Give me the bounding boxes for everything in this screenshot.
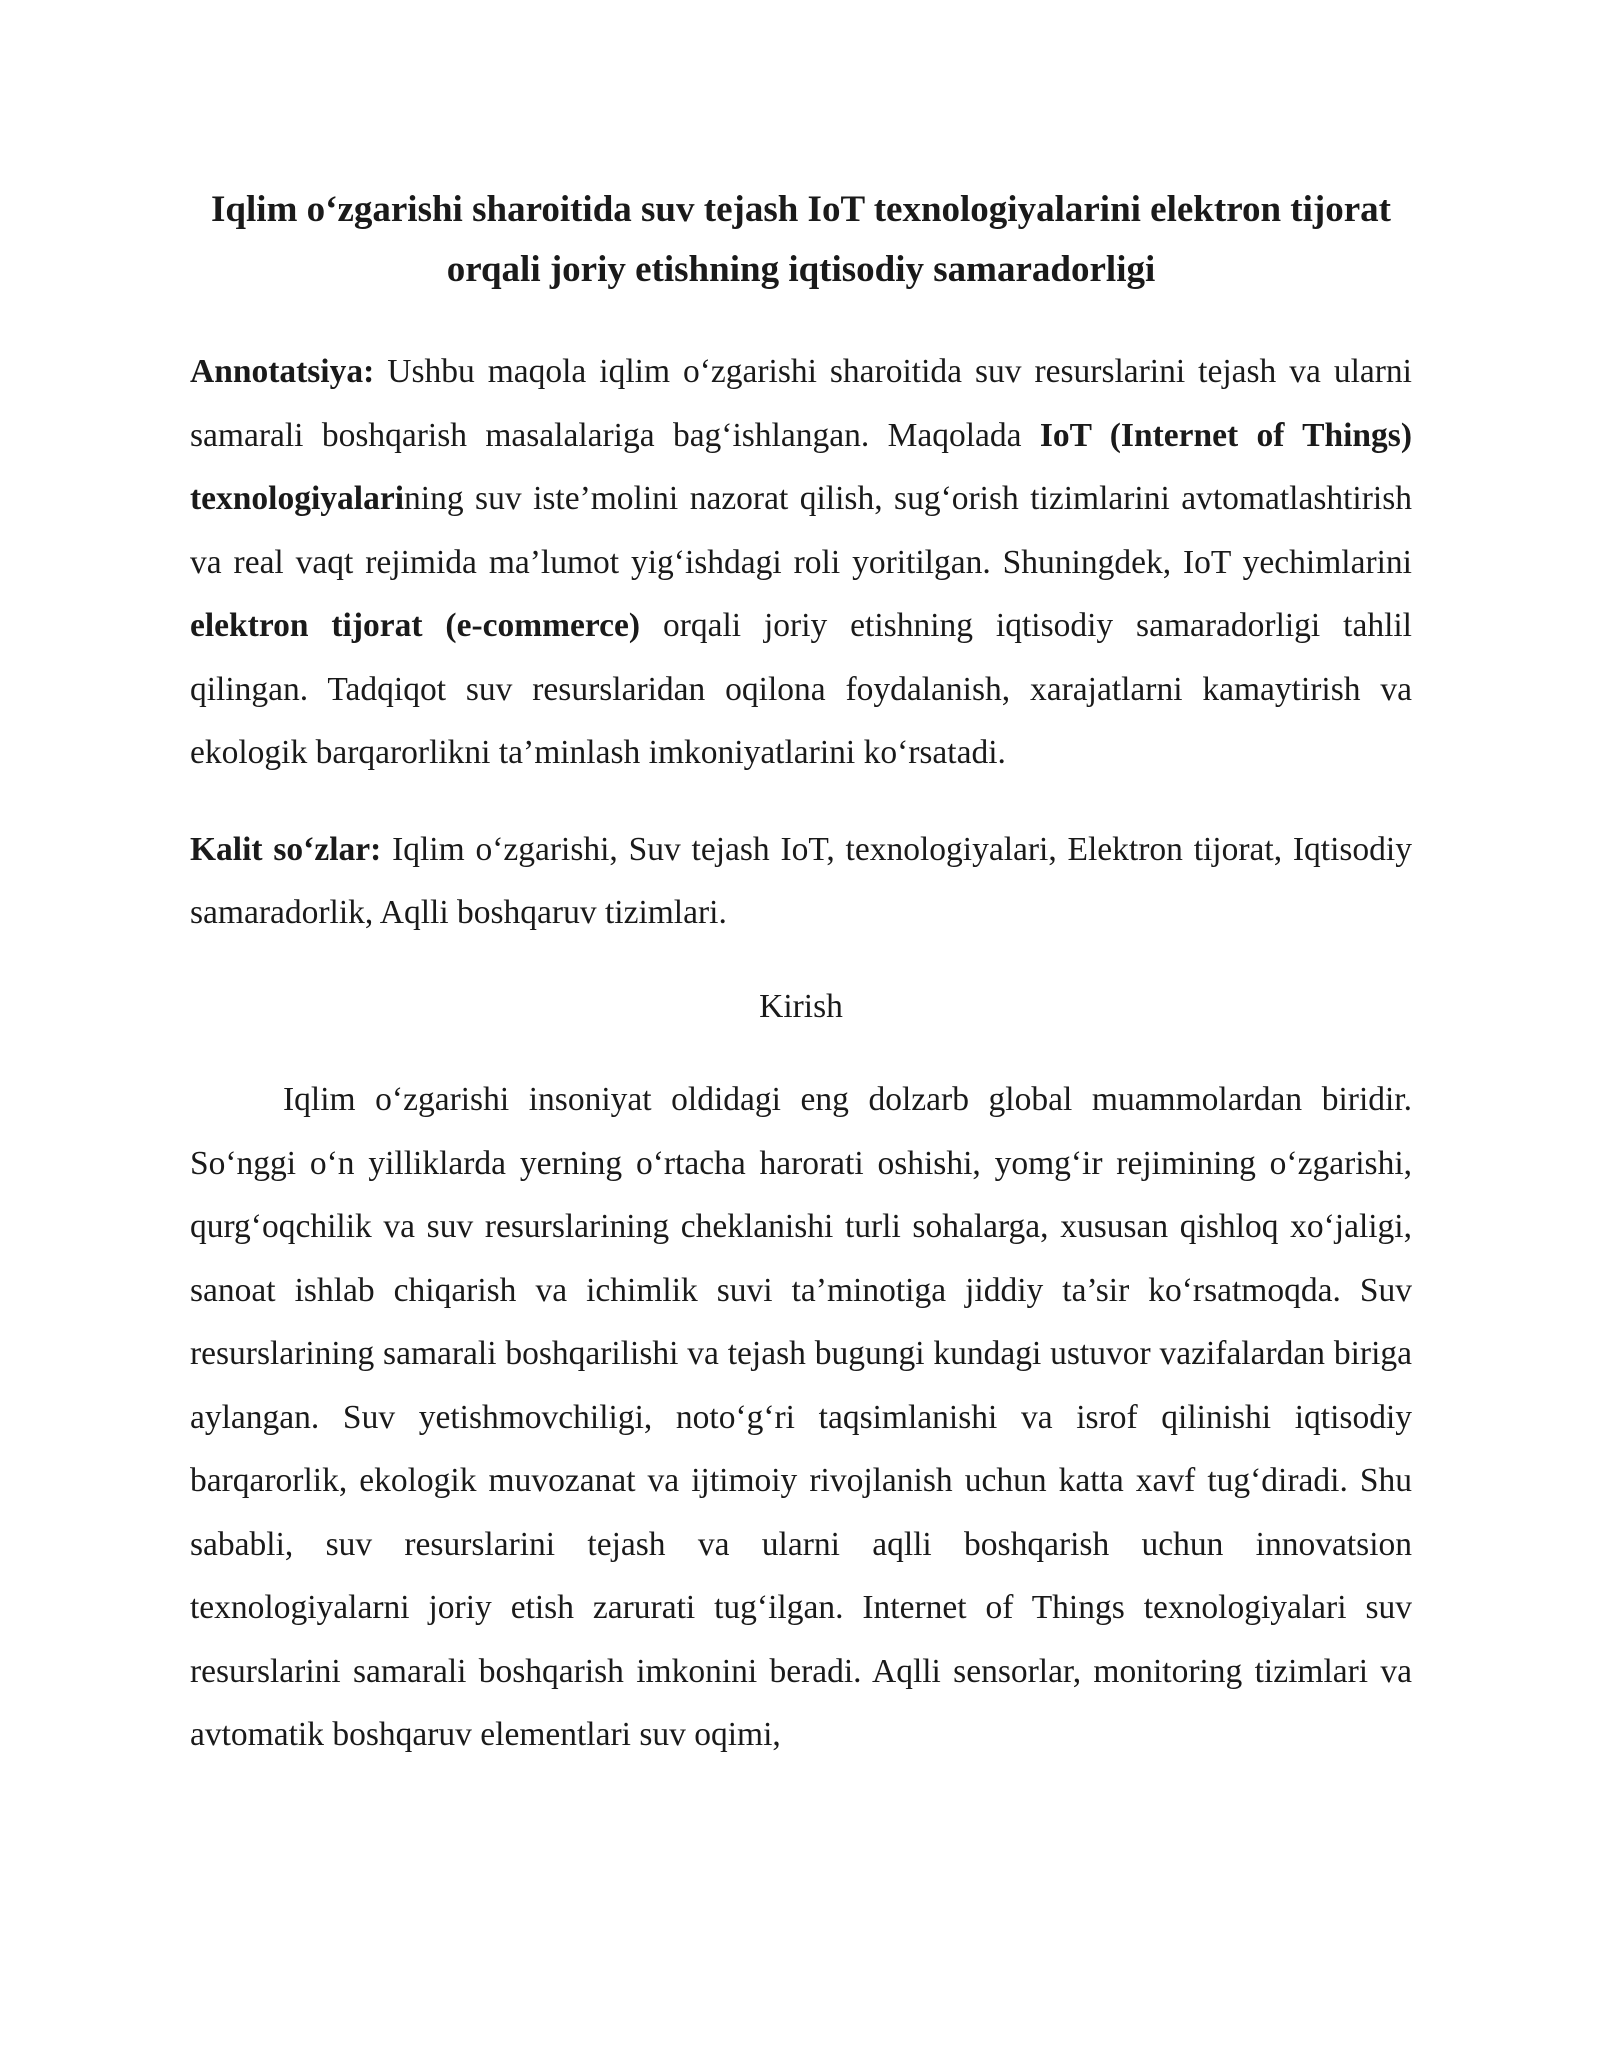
- abstract-bold-ecommerce: elektron tijorat (e-commerce): [190, 607, 641, 644]
- keywords-text: Iqlim o‘zgarishi, Suv tejash IoT, texnologiyalari, Elektron tijorat, Iqtisodiy samaradorlik, Aqlli boshqaruv tizimlari.: [190, 830, 1412, 931]
- document-page: [190, 180, 1412, 1767]
- introduction-paragraph: Iqlim o‘zgarishi insoniyat oldidagi eng dolzarb global muammolardan biridir. So‘nggi o‘n yilliklarda yerning o‘rtacha harorati oshishi, yomg‘ir rejimining o‘zgarishi, qurg‘oqchilik va suv resurslarining cheklanishi turli sohalarga, xususan qishloq xo‘jaligi, sanoat ishlab chiqarish va ichimlik suvi ta’minotiga jiddiy ta’sir ko‘rsatmoqda. Suv resurslarining samarali boshqarilishi va tejash bugungi kundagi ustuvor vazifalardan biriga aylangan. Suv yetishmovchiligi, noto‘g‘ri taqsimlanishi va isrof qilinishi iqtisodiy barqarorlik, ekologik muvozanat va ijtimoiy rivojlanish uchun katta xavf tug‘diradi. Shu sababli, suv resurslarini tejash va ularni aqlli boshqarish uchun innovatsion texnologiyalarni joriy etish zarurati tug‘ilgan. Internet of Things texnologiyalari suv resurslarini samarali boshqarish imkonini beradi. Aqlli sensorlar, monitoring tizimlari va avtomatik boshqaruv elementlari suv oqimi,: [190, 1081, 1412, 1753]
- abstract-text-3: orqali joriy etishning iqtisodiy samaradorligi tahlil qilingan. Tadqiqot suv resurslaridan oqilona foydalanish, xarajatlarni kamaytirish va ekologik barqarorlikni ta’minlash imkoniyatlarini ko‘rsatadi.: [190, 607, 1412, 771]
- abstract-label: Annotatsiya:: [190, 353, 375, 390]
- document-title: Iqlim o‘zgarishi sharoitida suv tejash IoT texnologiyalarini elektron tijorat orqali joriy etishning iqtisodiy samaradorligi: [211, 189, 1391, 290]
- abstract-paragraph: [190, 340, 1412, 785]
- abstract-bold-iot: IoT (Internet of Things) texnologiyalari: [190, 416, 1412, 517]
- keywords-paragraph: [190, 818, 1412, 945]
- keywords-label: Kalit so‘zlar:: [190, 830, 382, 868]
- abstract-text-2: ning suv iste’molini nazorat qilish, sug‘orish tizimlarini avtomatlashtirish va real vaqt rejimida ma’lumot yig‘ishdagi roli yoritilgan. Shuningdek, IoT yechimlarini: [190, 480, 1412, 581]
- abstract-text-1: Ushbu maqola iqlim o‘zgarishi sharoitida suv resurslarini tejash va ularni samarali boshqarish masalalariga bag‘ishlangan. Maqolada: [190, 353, 1412, 454]
- section-heading-introduction: Kirish: [759, 987, 843, 1025]
